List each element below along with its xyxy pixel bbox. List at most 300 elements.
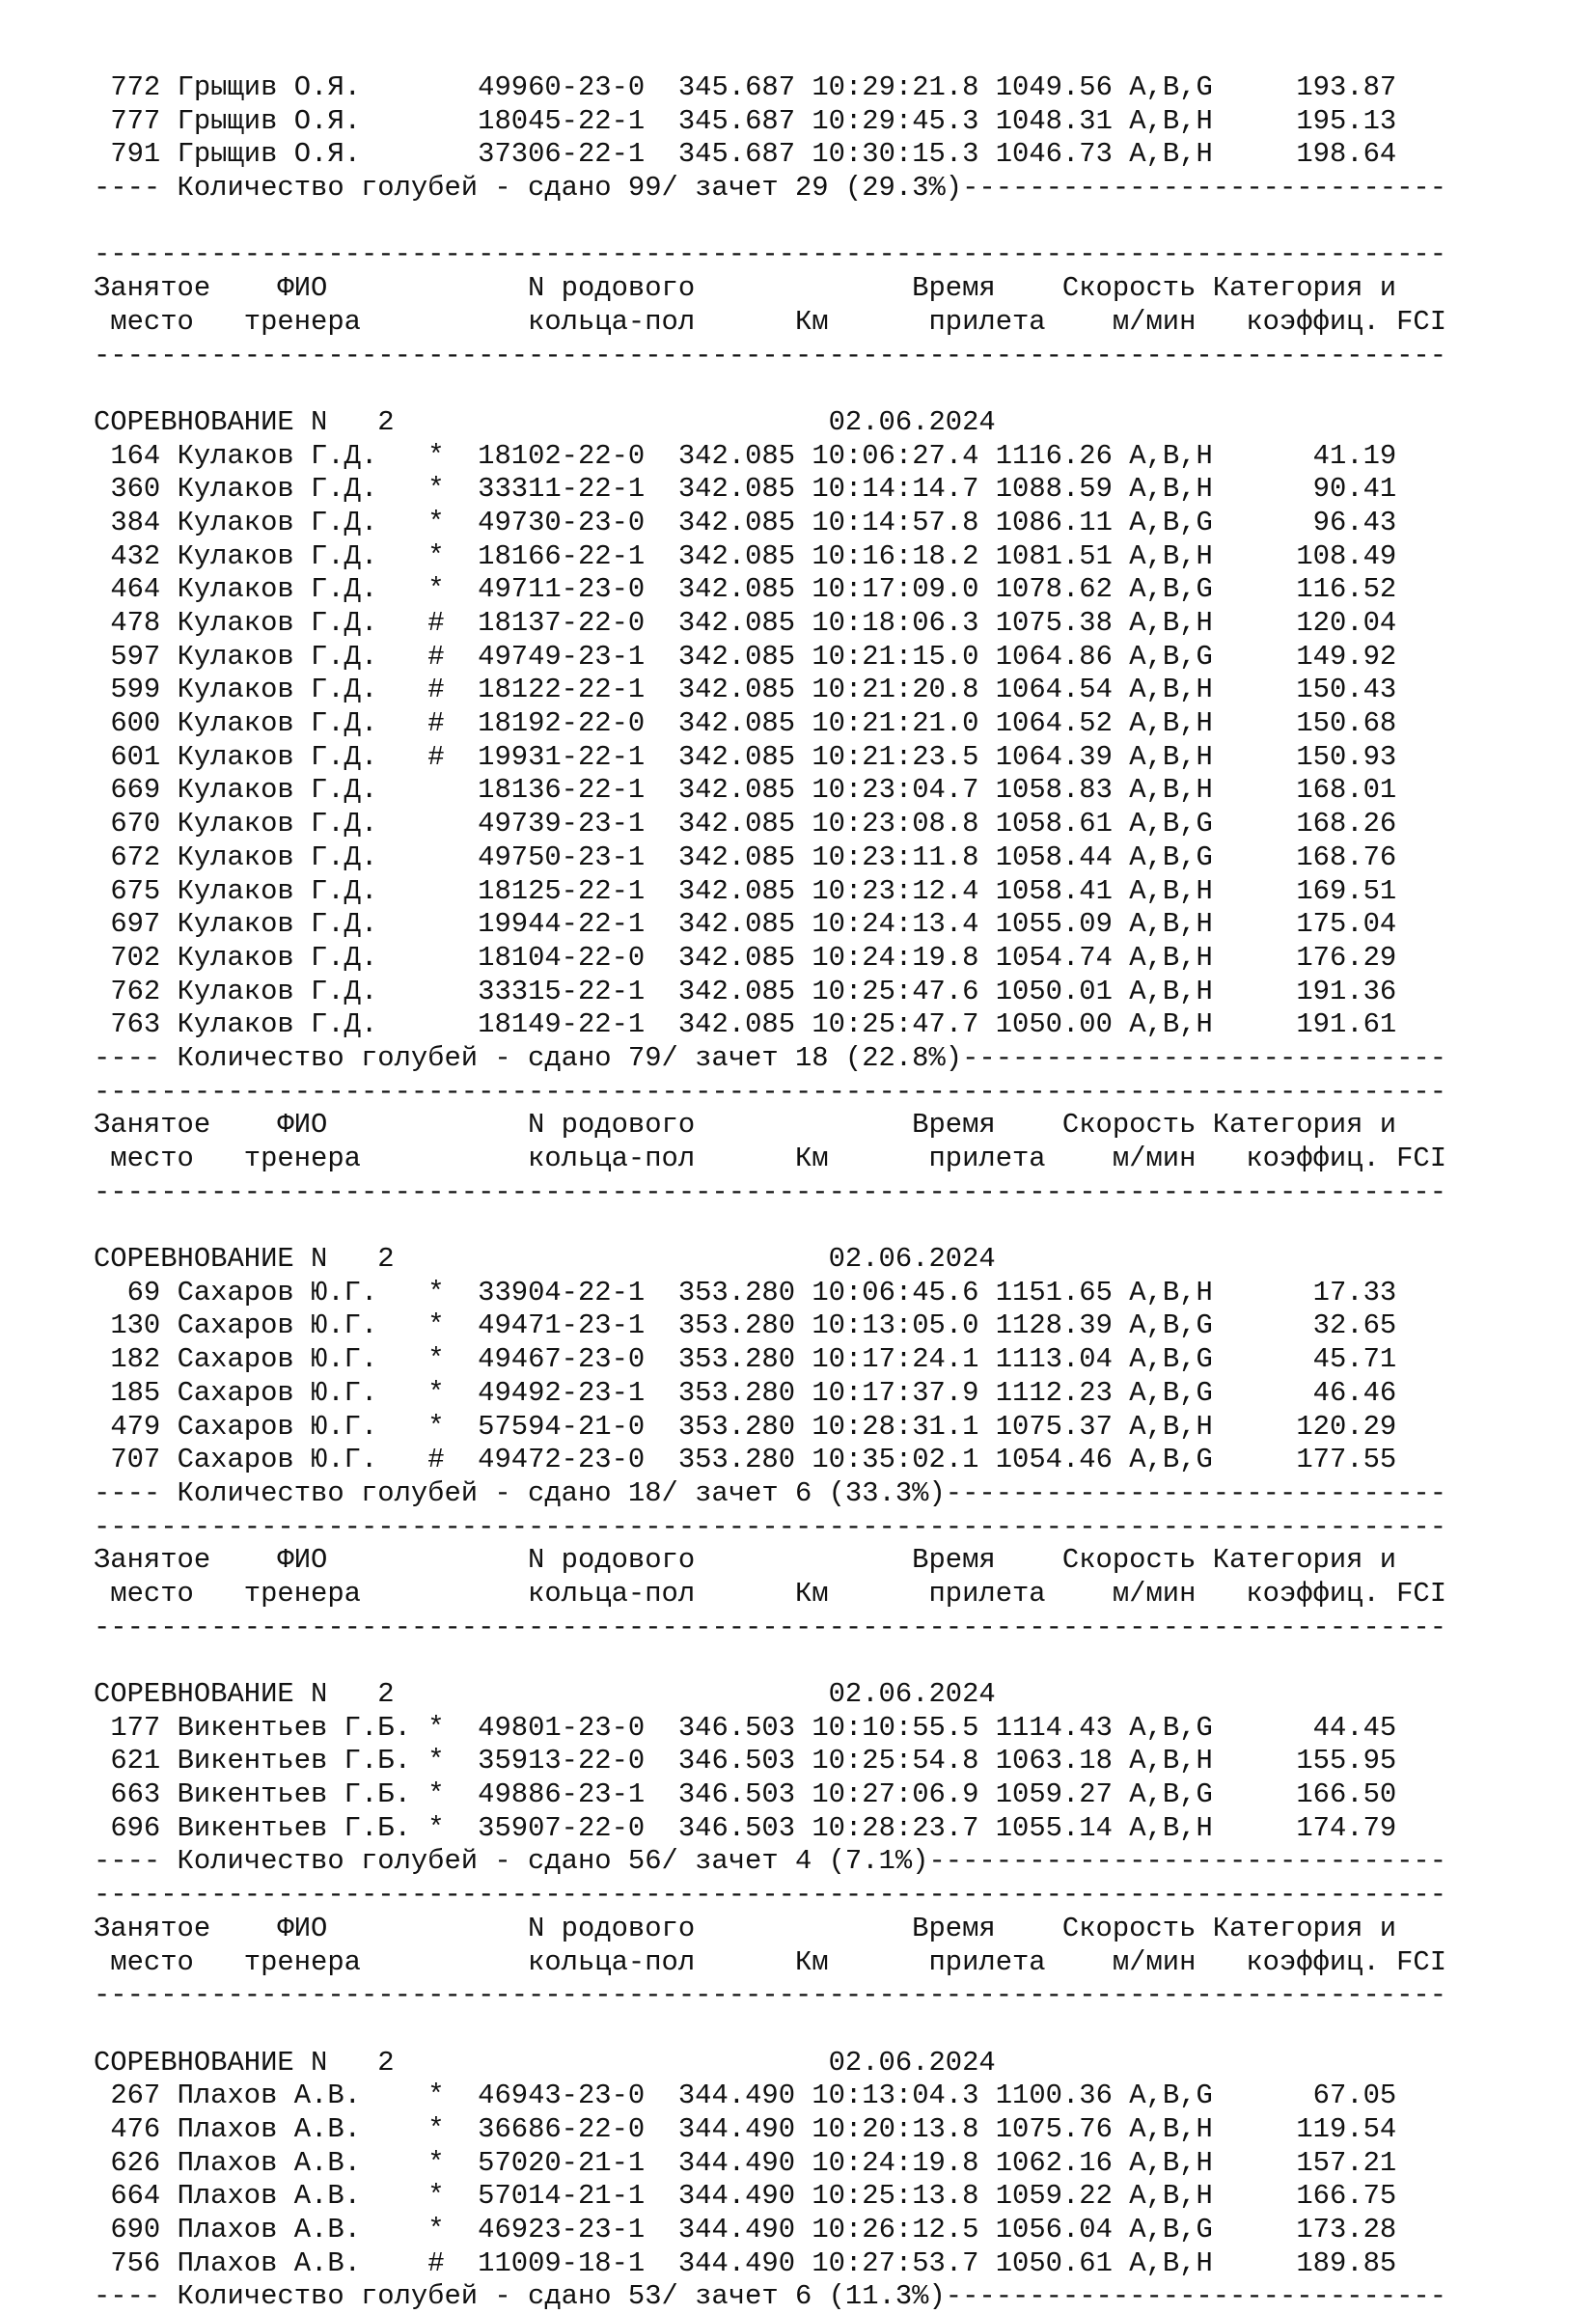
fci-coefficient: 116.52 — [1229, 573, 1397, 606]
competition-title: СОРЕВНОВАНИЕ N 2 02.06.2024 — [94, 1678, 996, 1710]
distance-km: 345.687 — [677, 138, 796, 171]
column-header-bottom: место тренера кольца-пол Км прилета м/мин коэффиц. FCI — [94, 1577, 1447, 1610]
place: 762 — [110, 975, 161, 1007]
fci-coefficient: 176.29 — [1229, 941, 1397, 974]
arrival-time: 10:23:12.4 — [812, 874, 979, 907]
summary-line — [94, 1845, 1560, 1879]
column-header-line-1 — [94, 272, 1560, 306]
fci-coefficient: 150.43 — [1229, 674, 1397, 706]
mark: * — [427, 1376, 445, 1409]
trainer-name: Викентьев Г.Б. — [177, 1778, 411, 1811]
trainer-name: Плахов А.В. — [177, 2180, 411, 2213]
ring-number: 18122-22-1 — [478, 674, 646, 706]
trainer-name: Кулаков Г.Д. — [177, 607, 411, 639]
speed: 1055.14 — [995, 1811, 1113, 1844]
fci-coefficient: 120.29 — [1229, 1410, 1397, 1443]
pigeon-count-summary: ---- Количество голубей - сдано 99/ зачет 29 (29.3%)----------------------------- — [94, 172, 1447, 205]
speed: 1064.54 — [995, 674, 1113, 706]
arrival-time: 10:28:23.7 — [812, 1811, 979, 1844]
ring-number: 19944-22-1 — [478, 908, 646, 941]
trainer-name: Плахов А.В. — [177, 2146, 411, 2179]
result-row — [94, 2147, 1560, 2181]
place: 772 — [110, 71, 161, 103]
fci-coefficient: 195.13 — [1229, 104, 1397, 137]
arrival-time: 10:35:02.1 — [812, 1444, 979, 1476]
arrival-time: 10:24:19.8 — [812, 941, 979, 974]
arrival-time: 10:25:47.6 — [812, 975, 979, 1007]
category: A,B,G — [1129, 640, 1213, 673]
fci-coefficient: 166.50 — [1229, 1778, 1397, 1811]
distance-km: 342.085 — [677, 941, 796, 974]
summary-line — [94, 1477, 1560, 1511]
speed: 1058.44 — [995, 840, 1113, 873]
blank-line — [94, 1644, 1560, 1678]
column-header-line-2 — [94, 1143, 1560, 1176]
category: A,B,H — [1129, 1410, 1213, 1443]
trainer-name: Кулаков Г.Д. — [177, 473, 411, 506]
mark: * — [427, 1410, 445, 1443]
ring-number: 49711-23-0 — [478, 573, 646, 606]
place: 267 — [110, 2080, 161, 2112]
place: 476 — [110, 2112, 161, 2145]
result-row — [94, 71, 1560, 105]
result-row — [94, 2214, 1560, 2247]
fci-coefficient: 150.68 — [1229, 707, 1397, 740]
fci-coefficient: 119.54 — [1229, 2112, 1397, 2145]
ring-number: 37306-22-1 — [478, 138, 646, 171]
place: 664 — [110, 2180, 161, 2213]
summary-line — [94, 2280, 1560, 2314]
distance-km: 342.085 — [677, 740, 796, 773]
trainer-name: Кулаков Г.Д. — [177, 941, 411, 974]
blank-line — [94, 2013, 1560, 2047]
distance-km: 344.490 — [677, 2214, 796, 2245]
speed: 1063.18 — [995, 1745, 1113, 1777]
result-row — [94, 1277, 1560, 1310]
distance-km: 353.280 — [677, 1376, 796, 1409]
fci-coefficient: 46.46 — [1229, 1376, 1397, 1409]
trainer-name: Сахаров Ю.Г. — [177, 1343, 411, 1376]
category: A,B,G — [1129, 71, 1213, 103]
column-header-top: Занятое ФИО N родового Время Скорость Категория и — [94, 272, 1397, 305]
column-header-line-2 — [94, 1578, 1560, 1612]
distance-km: 342.085 — [677, 674, 796, 706]
result-row — [94, 2113, 1560, 2147]
mark — [427, 942, 444, 974]
distance-km: 344.490 — [677, 2080, 796, 2112]
separator-line: --------------------------------------------------------------------------------- — [94, 1611, 1447, 1643]
place: 707 — [110, 1444, 161, 1476]
ring-number: 49750-23-1 — [478, 840, 646, 873]
ring-number: 57594-21-0 — [478, 1410, 646, 1443]
place: 177 — [110, 1711, 161, 1744]
arrival-time: 10:20:13.8 — [812, 2112, 979, 2145]
trainer-name: Грыщив О.Я. — [177, 138, 411, 171]
speed: 1050.00 — [995, 1008, 1113, 1041]
distance-km: 342.085 — [677, 607, 796, 639]
separator-line: --------------------------------------------------------------------------------- — [94, 339, 1447, 372]
ring-number: 35907-22-0 — [478, 1811, 646, 1844]
distance-km: 342.085 — [677, 840, 796, 873]
mark: # — [427, 640, 445, 673]
pigeon-count-summary: ---- Количество голубей - сдано 18/ зачет 6 (33.3%)------------------------------ — [94, 1476, 1447, 1509]
distance-km: 342.085 — [677, 774, 796, 807]
arrival-time: 10:23:08.8 — [812, 808, 979, 840]
arrival-time: 10:17:37.9 — [812, 1376, 979, 1409]
category: A,B,H — [1129, 473, 1213, 506]
arrival-time: 10:16:18.2 — [812, 539, 979, 572]
mark — [427, 875, 444, 907]
place: 464 — [110, 573, 161, 606]
category: A,B,H — [1129, 908, 1213, 941]
trainer-name: Сахаров Ю.Г. — [177, 1376, 411, 1409]
mark: * — [427, 1276, 445, 1309]
arrival-time: 10:21:15.0 — [812, 640, 979, 673]
arrival-time: 10:21:20.8 — [812, 674, 979, 706]
result-row — [94, 105, 1560, 139]
result-row — [94, 741, 1560, 775]
ring-number: 57014-21-1 — [478, 2180, 646, 2213]
mark — [427, 774, 444, 806]
result-row — [94, 641, 1560, 675]
distance-km: 345.687 — [677, 71, 796, 103]
arrival-time: 10:14:14.7 — [812, 473, 979, 506]
arrival-time: 10:24:19.8 — [812, 2146, 979, 2179]
mark — [427, 71, 444, 103]
ring-number: 18136-22-1 — [478, 774, 646, 807]
fci-coefficient: 32.65 — [1229, 1309, 1397, 1342]
speed: 1086.11 — [995, 506, 1113, 538]
result-row — [94, 875, 1560, 909]
place: 621 — [110, 1745, 161, 1777]
speed: 1075.38 — [995, 607, 1113, 639]
distance-km: 344.490 — [677, 2246, 796, 2279]
arrival-time: 10:10:55.5 — [812, 1711, 979, 1744]
speed: 1054.46 — [995, 1444, 1113, 1476]
mark: * — [427, 2214, 445, 2245]
arrival-time: 10:23:11.8 — [812, 840, 979, 873]
distance-km: 342.085 — [677, 506, 796, 538]
ring-number: 46923-23-1 — [478, 2214, 646, 2245]
fci-coefficient: 168.26 — [1229, 808, 1397, 840]
category: A,B,H — [1129, 539, 1213, 572]
speed: 1151.65 — [995, 1276, 1113, 1309]
category: A,B,H — [1129, 439, 1213, 472]
arrival-time: 10:29:21.8 — [812, 71, 979, 103]
fci-coefficient: 108.49 — [1229, 539, 1397, 572]
category: A,B,G — [1129, 2080, 1213, 2112]
place: 597 — [110, 640, 161, 673]
fci-coefficient: 193.87 — [1229, 71, 1397, 103]
speed: 1081.51 — [995, 539, 1113, 572]
result-row — [94, 942, 1560, 976]
category: A,B,H — [1129, 1745, 1213, 1777]
distance-km: 346.503 — [677, 1778, 796, 1811]
mark: # — [427, 2246, 445, 2279]
mark — [427, 841, 444, 873]
fci-coefficient: 45.71 — [1229, 1343, 1397, 1376]
mark: * — [427, 1343, 445, 1376]
column-header-line-1 — [94, 1544, 1560, 1578]
speed: 1059.22 — [995, 2180, 1113, 2213]
place: 663 — [110, 1778, 161, 1811]
competition-line — [94, 2047, 1560, 2080]
ring-number: 49730-23-0 — [478, 506, 646, 538]
result-row — [94, 674, 1560, 707]
separator-line: --------------------------------------------------------------------------------- — [94, 1510, 1447, 1543]
arrival-time: 10:30:15.3 — [812, 138, 979, 171]
column-header-top: Занятое ФИО N родового Время Скорость Категория и — [94, 1912, 1397, 1944]
column-header-line-1 — [94, 1109, 1560, 1143]
result-row — [94, 440, 1560, 474]
speed: 1112.23 — [995, 1376, 1113, 1409]
speed: 1088.59 — [995, 473, 1113, 506]
fci-coefficient: 155.95 — [1229, 1745, 1397, 1777]
column-header-line-2 — [94, 1946, 1560, 1980]
distance-km: 342.085 — [677, 908, 796, 941]
place: 696 — [110, 1811, 161, 1844]
arrival-time: 10:06:27.4 — [812, 439, 979, 472]
ring-number: 46943-23-0 — [478, 2080, 646, 2112]
distance-km: 342.085 — [677, 808, 796, 840]
result-row — [94, 808, 1560, 841]
place: 791 — [110, 138, 161, 171]
summary-line — [94, 1042, 1560, 1076]
result-row — [94, 573, 1560, 607]
category: A,B,H — [1129, 674, 1213, 706]
speed: 1049.56 — [995, 71, 1113, 103]
pigeon-count-summary: ---- Количество голубей - сдано 79/ зачет 18 (22.8%)----------------------------- — [94, 1041, 1447, 1074]
mark — [427, 976, 444, 1007]
trainer-name: Кулаков Г.Д. — [177, 774, 411, 807]
result-row — [94, 2247, 1560, 2281]
column-header-bottom: место тренера кольца-пол Км прилета м/мин коэффиц. FCI — [94, 1143, 1447, 1174]
distance-km: 342.085 — [677, 640, 796, 673]
distance-km: 345.687 — [677, 104, 796, 137]
competition-line — [94, 1678, 1560, 1712]
distance-km: 346.503 — [677, 1711, 796, 1744]
arrival-time: 10:17:09.0 — [812, 573, 979, 606]
fci-coefficient: 191.36 — [1229, 975, 1397, 1007]
arrival-time: 10:14:57.8 — [812, 506, 979, 538]
trainer-name: Викентьев Г.Б. — [177, 1711, 411, 1744]
mark: # — [427, 740, 445, 773]
trainer-name: Кулаков Г.Д. — [177, 506, 411, 538]
arrival-time: 10:17:24.1 — [812, 1343, 979, 1376]
column-header-line-1 — [94, 1913, 1560, 1946]
trainer-name: Кулаков Г.Д. — [177, 707, 411, 740]
category: A,B,H — [1129, 104, 1213, 137]
category: A,B,H — [1129, 2146, 1213, 2179]
trainer-name: Сахаров Ю.Г. — [177, 1410, 411, 1443]
result-row — [94, 1745, 1560, 1778]
trainer-name: Кулаков Г.Д. — [177, 439, 411, 472]
trainer-name: Сахаров Ю.Г. — [177, 1309, 411, 1342]
mark: * — [427, 2080, 445, 2112]
mark: * — [427, 573, 445, 606]
ring-number: 49471-23-1 — [478, 1309, 646, 1342]
mark: * — [427, 473, 445, 506]
speed: 1075.76 — [995, 2112, 1113, 2145]
speed: 1058.61 — [995, 808, 1113, 840]
category: A,B,H — [1129, 2180, 1213, 2213]
ring-number: 18137-22-0 — [478, 607, 646, 639]
category: A,B,H — [1129, 1811, 1213, 1844]
arrival-time: 10:24:13.4 — [812, 908, 979, 941]
distance-km: 346.503 — [677, 1811, 796, 1844]
arrival-time: 10:29:45.3 — [812, 104, 979, 137]
fci-coefficient: 168.76 — [1229, 840, 1397, 873]
separator-line: --------------------------------------------------------------------------------- — [94, 1175, 1447, 1208]
ring-number: 18125-22-1 — [478, 874, 646, 907]
competition-title: СОРЕВНОВАНИЕ N 2 02.06.2024 — [94, 1243, 996, 1276]
summary-line — [94, 172, 1560, 206]
distance-km: 342.085 — [677, 439, 796, 472]
place: 702 — [110, 941, 161, 974]
trainer-name: Кулаков Г.Д. — [177, 840, 411, 873]
place: 600 — [110, 707, 161, 740]
speed: 1116.26 — [995, 439, 1113, 472]
arrival-time: 10:25:54.8 — [812, 1745, 979, 1777]
arrival-time: 10:06:45.6 — [812, 1276, 979, 1309]
category: A,B,H — [1129, 1276, 1213, 1309]
ring-number: 49886-23-1 — [478, 1778, 646, 1811]
place: 69 — [110, 1276, 161, 1309]
trainer-name: Кулаков Г.Д. — [177, 539, 411, 572]
distance-km: 342.085 — [677, 539, 796, 572]
speed: 1064.39 — [995, 740, 1113, 773]
ring-number: 18104-22-0 — [478, 941, 646, 974]
place: 182 — [110, 1343, 161, 1376]
place: 432 — [110, 539, 161, 572]
arrival-time: 10:28:31.1 — [812, 1410, 979, 1443]
ring-number: 57020-21-1 — [478, 2146, 646, 2179]
mark: # — [427, 674, 445, 706]
category: A,B,H — [1129, 607, 1213, 639]
fci-coefficient: 96.43 — [1229, 506, 1397, 538]
result-row — [94, 540, 1560, 574]
speed: 1050.61 — [995, 2246, 1113, 2279]
distance-km: 353.280 — [677, 1343, 796, 1376]
trainer-name: Кулаков Г.Д. — [177, 740, 411, 773]
category: A,B,G — [1129, 1343, 1213, 1376]
distance-km: 342.085 — [677, 975, 796, 1007]
distance-km: 342.085 — [677, 874, 796, 907]
fci-coefficient: 44.45 — [1229, 1711, 1397, 1744]
place: 690 — [110, 2214, 161, 2245]
arrival-time: 10:27:53.7 — [812, 2246, 979, 2279]
category: A,B,G — [1129, 840, 1213, 873]
mark: * — [427, 1711, 445, 1744]
ring-number: 49801-23-0 — [478, 1711, 646, 1744]
distance-km: 342.085 — [677, 573, 796, 606]
place: 601 — [110, 740, 161, 773]
trainer-name: Грыщив О.Я. — [177, 71, 411, 103]
speed: 1100.36 — [995, 2080, 1113, 2112]
competition-line — [94, 406, 1560, 440]
mark — [427, 908, 444, 940]
speed: 1058.41 — [995, 874, 1113, 907]
arrival-time: 10:13:05.0 — [812, 1309, 979, 1342]
result-row — [94, 507, 1560, 540]
pigeon-count-summary: ---- Количество голубей - сдано 53/ зачет 6 (11.3%)------------------------------ — [94, 2280, 1447, 2313]
result-row — [94, 1343, 1560, 1377]
place: 164 — [110, 439, 161, 472]
category: A,B,H — [1129, 774, 1213, 807]
mark — [427, 138, 444, 170]
trainer-name: Сахаров Ю.Г. — [177, 1276, 411, 1309]
ring-number: 18045-22-1 — [478, 104, 646, 137]
mark: * — [427, 1309, 445, 1342]
fci-coefficient: 67.05 — [1229, 2080, 1397, 2112]
fci-coefficient: 175.04 — [1229, 908, 1397, 941]
fci-coefficient: 191.61 — [1229, 1008, 1397, 1041]
result-row — [94, 2080, 1560, 2113]
ring-number: 18166-22-1 — [478, 539, 646, 572]
mark: * — [427, 2180, 445, 2213]
category: A,B,G — [1129, 573, 1213, 606]
result-row — [94, 1712, 1560, 1746]
distance-km: 342.085 — [677, 473, 796, 506]
fci-coefficient: 41.19 — [1229, 439, 1397, 472]
category: A,B,H — [1129, 975, 1213, 1007]
distance-km: 344.490 — [677, 2112, 796, 2145]
ring-number: 18192-22-0 — [478, 707, 646, 740]
mark: * — [427, 1778, 445, 1811]
place: 479 — [110, 1410, 161, 1443]
result-row — [94, 473, 1560, 507]
speed: 1048.31 — [995, 104, 1113, 137]
category: A,B,G — [1129, 1444, 1213, 1476]
arrival-time: 10:18:06.3 — [812, 607, 979, 639]
fci-coefficient: 157.21 — [1229, 2146, 1397, 2179]
distance-km: 353.280 — [677, 1444, 796, 1476]
ring-number: 49960-23-0 — [478, 71, 646, 103]
arrival-time: 10:25:47.7 — [812, 1008, 979, 1041]
trainer-name: Кулаков Г.Д. — [177, 874, 411, 907]
distance-km: 346.503 — [677, 1745, 796, 1777]
fci-coefficient: 169.51 — [1229, 874, 1397, 907]
ring-number: 35913-22-0 — [478, 1745, 646, 1777]
ring-number: 11009-18-1 — [478, 2246, 646, 2279]
speed: 1058.83 — [995, 774, 1113, 807]
mark — [427, 105, 444, 137]
mark: * — [427, 1811, 445, 1844]
ring-number: 33904-22-1 — [478, 1276, 646, 1309]
result-row — [94, 1008, 1560, 1042]
result-row — [94, 908, 1560, 942]
arrival-time: 10:25:13.8 — [812, 2180, 979, 2213]
category: A,B,G — [1129, 506, 1213, 538]
separator-line: --------------------------------------------------------------------------------- — [94, 1979, 1447, 2012]
fci-coefficient: 198.64 — [1229, 138, 1397, 171]
fci-coefficient: 120.04 — [1229, 607, 1397, 639]
result-row — [94, 976, 1560, 1009]
arrival-time: 10:21:21.0 — [812, 707, 979, 740]
distance-km: 344.490 — [677, 2180, 796, 2213]
mark: # — [427, 1444, 445, 1476]
place: 697 — [110, 908, 161, 941]
separator-line: --------------------------------------------------------------------------------- — [94, 1879, 1447, 1912]
column-header-bottom: место тренера кольца-пол Км прилета м/мин коэффиц. FCI — [94, 305, 1447, 338]
speed: 1114.43 — [995, 1711, 1113, 1744]
result-row — [94, 774, 1560, 808]
result-row — [94, 707, 1560, 741]
trainer-name: Кулаков Г.Д. — [177, 640, 411, 673]
trainer-name: Плахов А.В. — [177, 2112, 411, 2145]
category: A,B,G — [1129, 1376, 1213, 1409]
ring-number: 36686-22-0 — [478, 2112, 646, 2145]
